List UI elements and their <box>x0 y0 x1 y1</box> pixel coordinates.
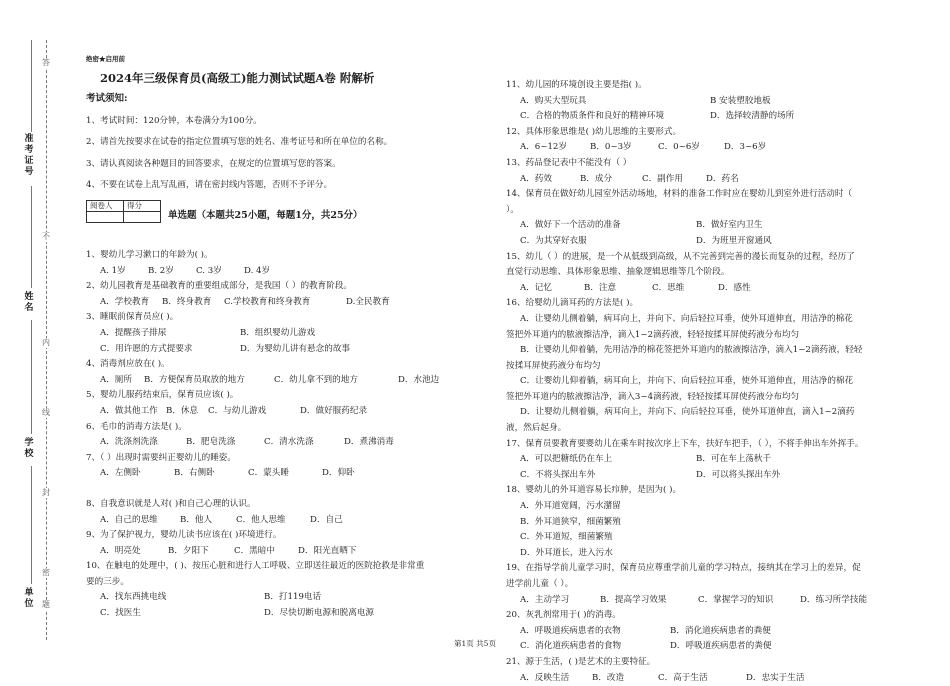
question: 11、幼儿园的环境创设主要是指( )。 <box>506 80 647 90</box>
school-line <box>31 320 32 434</box>
question-cont: 要的三步。 <box>86 576 129 587</box>
option-cont: 签把外耳道内的脓液擦洁净，滴入1~2滴药液，轻轻按揉耳屏使药液分布均匀 <box>506 329 800 340</box>
option: A．学校教育 <box>100 296 150 307</box>
reviewer-cell <box>87 212 124 223</box>
options <box>506 218 926 234</box>
question-cont: 直觉行动思维、具体形象思维、抽象逻辑思维等几个阶段。 <box>506 267 730 278</box>
question: 18、婴幼儿的外耳道容易长疖肿，是因为( )。 <box>506 485 682 496</box>
question: 2、幼儿园教育是基础教育的重要组成部分，是我国（ ）的教育阶段。 <box>86 281 353 292</box>
options <box>86 513 466 529</box>
option: D．自己 <box>310 514 343 525</box>
question: 20、灰乳剂常用于( )的消毒。 <box>506 610 621 621</box>
question: 14、保育员在做好幼儿园室外活动场地，材料的准备工作时应在婴幼儿到室外进行活动时（ <box>506 189 853 200</box>
option: D．煮沸消毒 <box>344 437 394 448</box>
notes-title: 考试须知: <box>86 93 128 104</box>
exam-no-label: 准考证号 <box>24 134 34 177</box>
option: A．记忆 <box>520 282 552 293</box>
option: C．蒙头睡 <box>248 468 289 479</box>
option: B．提高学习效果 <box>600 594 667 605</box>
question: 12、具体形象思维是( )幼儿思维的主要形式。 <box>506 126 682 137</box>
option: A．购买大型玩具 <box>520 95 587 106</box>
option: A．明亮处 <box>100 545 141 556</box>
question: 4、消毒剂应放在( )。 <box>86 359 170 370</box>
option: C．清水洗涤 <box>264 437 314 448</box>
question: 10、在触电的处理中，( )、按压心脏和进行人工呼吸、立即送往最近的医院抢救是非常重 <box>86 561 425 572</box>
option: D．尽快切断电源和脱离电源 <box>264 608 375 619</box>
options <box>86 326 466 342</box>
option: C．掌握学习的知识 <box>698 594 774 605</box>
question: 5、婴幼儿服药结束后，保育员应该( )。 <box>86 390 239 401</box>
options <box>86 590 466 606</box>
option: A．左侧卧 <box>100 468 141 479</box>
option: A．反映生活 <box>520 672 570 683</box>
option: B．打119电话 <box>264 592 322 603</box>
question: 3、睡眠前保育员应( )。 <box>86 312 179 323</box>
options <box>86 404 466 420</box>
question: 6、毛巾的消毒方法是( )。 <box>86 421 187 432</box>
option: A．6~12岁 <box>520 142 567 153</box>
option: B．成分 <box>580 173 613 184</box>
option: D．呼吸道疾病患者的粪便 <box>670 641 772 652</box>
option: B．夕阳下 <box>168 545 209 556</box>
score-header: 得分 <box>124 201 161 212</box>
question: 19、在指导学前儿童学习时，保育员应尊重学前儿童的学习特点，接纳其在学习上的差异，促 <box>506 563 861 574</box>
name-line <box>31 186 32 288</box>
question-cont: 进学前儿童（ ）。 <box>506 579 574 589</box>
option: B. 2岁 <box>148 265 174 276</box>
option: B．休息 <box>166 405 199 416</box>
option: A．主动学习 <box>520 594 570 605</box>
options <box>506 468 926 484</box>
school-label: 学校 <box>24 438 34 459</box>
seal-char: 封 <box>42 488 50 497</box>
options <box>506 671 926 686</box>
options <box>86 466 466 482</box>
seal-char: 答 <box>42 58 50 67</box>
option: D．选择较清静的场所 <box>710 111 795 122</box>
question: 13、药品登记表中不能没有（ ） <box>506 157 632 168</box>
options <box>86 342 466 358</box>
option: C．用许愿的方式提要求 <box>100 343 193 354</box>
option: B．让婴幼儿仰着躺，先用洁净的棉花签把外耳道内的脓液擦洁净，滴入1~2滴药液，轻轻 <box>520 345 863 356</box>
option: A．做好下一个活动的准备 <box>520 220 621 231</box>
option: A．呼吸道疾病患者的衣物 <box>520 625 621 636</box>
option: A．自己的思维 <box>100 514 158 525</box>
seal-char: 不 <box>42 232 50 241</box>
option: C. 3岁 <box>196 265 222 276</box>
option: A．厕所 <box>100 374 132 385</box>
option: D．为班里开窗通风 <box>696 235 772 246</box>
option: B．终身教育 <box>162 296 212 307</box>
option: C．高于生活 <box>658 672 708 683</box>
options <box>86 373 466 389</box>
question: 8、自我意识就是人对( )和自己心理的认识。 <box>86 498 256 509</box>
option: D．外耳道长，进入污水 <box>520 547 613 558</box>
option: D．做好服药纪录 <box>300 405 368 416</box>
question: 1、婴幼儿学习漱口的年龄为( )。 <box>86 250 213 260</box>
note-item: 4、不要在试卷上乱写乱画，请在密封线内答题，否则不予评分。 <box>86 180 333 190</box>
option: D．感性 <box>718 282 751 293</box>
option: C．0~6岁 <box>658 142 700 153</box>
option: D．仰卧 <box>322 468 355 479</box>
option: D．可以将头探出车外 <box>696 469 781 480</box>
option: B．组织婴幼儿游戏 <box>240 327 316 338</box>
options <box>506 140 926 156</box>
option: C．外耳道短，细菌繁殖 <box>520 532 613 543</box>
option: A．做其他工作 <box>100 405 158 416</box>
option: A．可以把糖纸仍在车上 <box>520 454 613 465</box>
option: D. 4岁 <box>244 265 271 276</box>
option: B．肥皂洗涤 <box>186 437 236 448</box>
option: A．洗涤剂洗涤 <box>100 437 158 448</box>
seal-char: 线 <box>42 408 50 417</box>
option: A．提醒孩子排尿 <box>100 327 167 338</box>
option: D．为婴幼儿讲有悬念的故事 <box>240 343 351 354</box>
seal-char: 题 <box>42 600 50 609</box>
options <box>86 544 466 560</box>
option: C.学校教育和终身教育 <box>224 296 311 307</box>
option: B 安装塑胶地板 <box>710 95 771 106</box>
option-cont: 液，然后起身。 <box>506 423 567 434</box>
score-table <box>86 200 161 223</box>
question-cont: ）。 <box>506 204 519 215</box>
page-footer: 第1页 共5页 <box>454 639 496 648</box>
question: 17、保育员要教育要婴幼儿在乘车时按次序上下车，扶好车把手，（ ），不将手伸出车外挥手。 <box>506 438 864 449</box>
option: C．合格的物质条件和良好的精神环境 <box>520 111 665 122</box>
name-label: 姓名 <box>24 292 34 313</box>
option: A．药效 <box>520 173 552 184</box>
option: D．水池边 <box>398 374 440 385</box>
seal-char: 密 <box>42 568 50 577</box>
score-cell <box>124 212 161 223</box>
option: D．练习所学技能 <box>800 594 868 605</box>
option: C．不将头探出车外 <box>520 469 596 480</box>
option: A．找东西挑电线 <box>100 592 167 603</box>
option: C．消化道疾病患者的食物 <box>520 641 622 652</box>
options <box>506 109 926 125</box>
option: C．幼儿拿不到的地方 <box>274 374 358 385</box>
option: B．0~3岁 <box>590 142 632 153</box>
option: C．与幼儿游戏 <box>208 405 267 416</box>
options <box>86 264 466 280</box>
binding-strip <box>0 0 70 671</box>
note-item: 1、考试时间：120分钟，本卷满分为100分。 <box>86 115 262 126</box>
option: B．改造 <box>592 672 625 683</box>
option: B．注意 <box>584 282 617 293</box>
option: C．黑暗中 <box>234 545 275 556</box>
page-title: 2024年三级保育员(高级工)能力测试试题A卷 附解析 <box>100 71 375 85</box>
options <box>506 172 926 188</box>
option: B．可在车上荡秋千 <box>696 454 772 465</box>
unit-line <box>31 466 32 584</box>
question: 9、为了保护视力，婴幼儿读书应该在( )环境进行。 <box>86 530 282 541</box>
question: 7、（ ）出现时需要纠正婴幼儿的睡姿。 <box>86 452 236 463</box>
score-row <box>86 196 466 230</box>
option: C．为其穿好衣服 <box>520 235 587 246</box>
option: A．让婴幼儿侧着躺，病耳向上，并向下、向后轻拉耳垂，使外耳道伸直，用洁净的棉花 <box>520 313 853 324</box>
option: D．阳光直晒下 <box>298 545 357 556</box>
options <box>86 295 466 311</box>
options <box>506 452 926 468</box>
option: D．让婴幼儿侧着躺，病耳向上，并向下、向后轻拉耳垂，使外耳道伸直，滴入1~2滴药 <box>520 407 855 418</box>
unit-label: 单位 <box>24 588 34 609</box>
option: A．外耳道宽阔，污水潴留 <box>520 501 621 512</box>
option: C．找医生 <box>100 608 141 619</box>
option: B．外耳道狭窄，细菌繁殖 <box>520 516 621 527</box>
question: 16、给婴幼儿滴耳药的方法是( )。 <box>506 298 639 309</box>
option: D．药名 <box>706 173 739 184</box>
option: A. 1岁 <box>100 265 126 276</box>
seal-char: 内 <box>42 338 50 347</box>
note-item: 3、请认真阅读各种题目的回答要求，在规定的位置填写您的答案。 <box>86 158 341 169</box>
options <box>86 435 466 451</box>
option: D.全民教育 <box>346 296 390 307</box>
option: D．3~6岁 <box>724 142 767 153</box>
exam-no-line <box>31 40 32 132</box>
option: C．让婴幼儿仰着躺，病耳向上，并向下、向后轻拉耳垂，使外耳道伸直，用洁净的棉花 <box>520 376 854 387</box>
question: 21、源于生活，( )是艺术的主要特征。 <box>506 656 656 667</box>
option: B．消化道疾病患者的粪便 <box>670 625 771 636</box>
options <box>506 593 926 609</box>
option: B．右侧卧 <box>174 468 215 479</box>
option-cont: 按揉耳屏使药液分布均匀 <box>506 360 601 371</box>
options <box>506 94 926 110</box>
left-column <box>86 54 466 622</box>
option: B．他人 <box>180 514 213 525</box>
option: B．做好室内卫生 <box>696 220 763 231</box>
options <box>86 606 466 622</box>
question: 15、幼儿（ ）的进展，是一个从低级到高级，从不完善到完善的漫长而复杂的过程，经历了 <box>506 251 855 262</box>
reviewer-header: 阅卷人 <box>87 201 124 212</box>
option: C．他人思维 <box>236 514 286 525</box>
option: C．思维 <box>652 282 685 293</box>
note-item: 2、请首先按要求在试卷的指定位置填写您的姓名、准考证号和所在单位的名称。 <box>86 137 393 147</box>
option: C．副作用 <box>642 173 683 184</box>
options <box>506 234 926 250</box>
section-title: 单选题（本题共25小题，每题1分，共25分） <box>168 210 363 221</box>
secret-mark: 绝密★启用前 <box>86 55 125 63</box>
option-cont: 签把外耳道内的脓液擦洁净，滴入3~4滴药液，轻轻按揉耳屏使药液分布均匀 <box>506 391 800 402</box>
option: D．忠实于生活 <box>746 672 805 683</box>
options <box>506 281 926 297</box>
option: B．方便保育员取放的地方 <box>144 374 245 385</box>
right-column <box>506 78 926 686</box>
